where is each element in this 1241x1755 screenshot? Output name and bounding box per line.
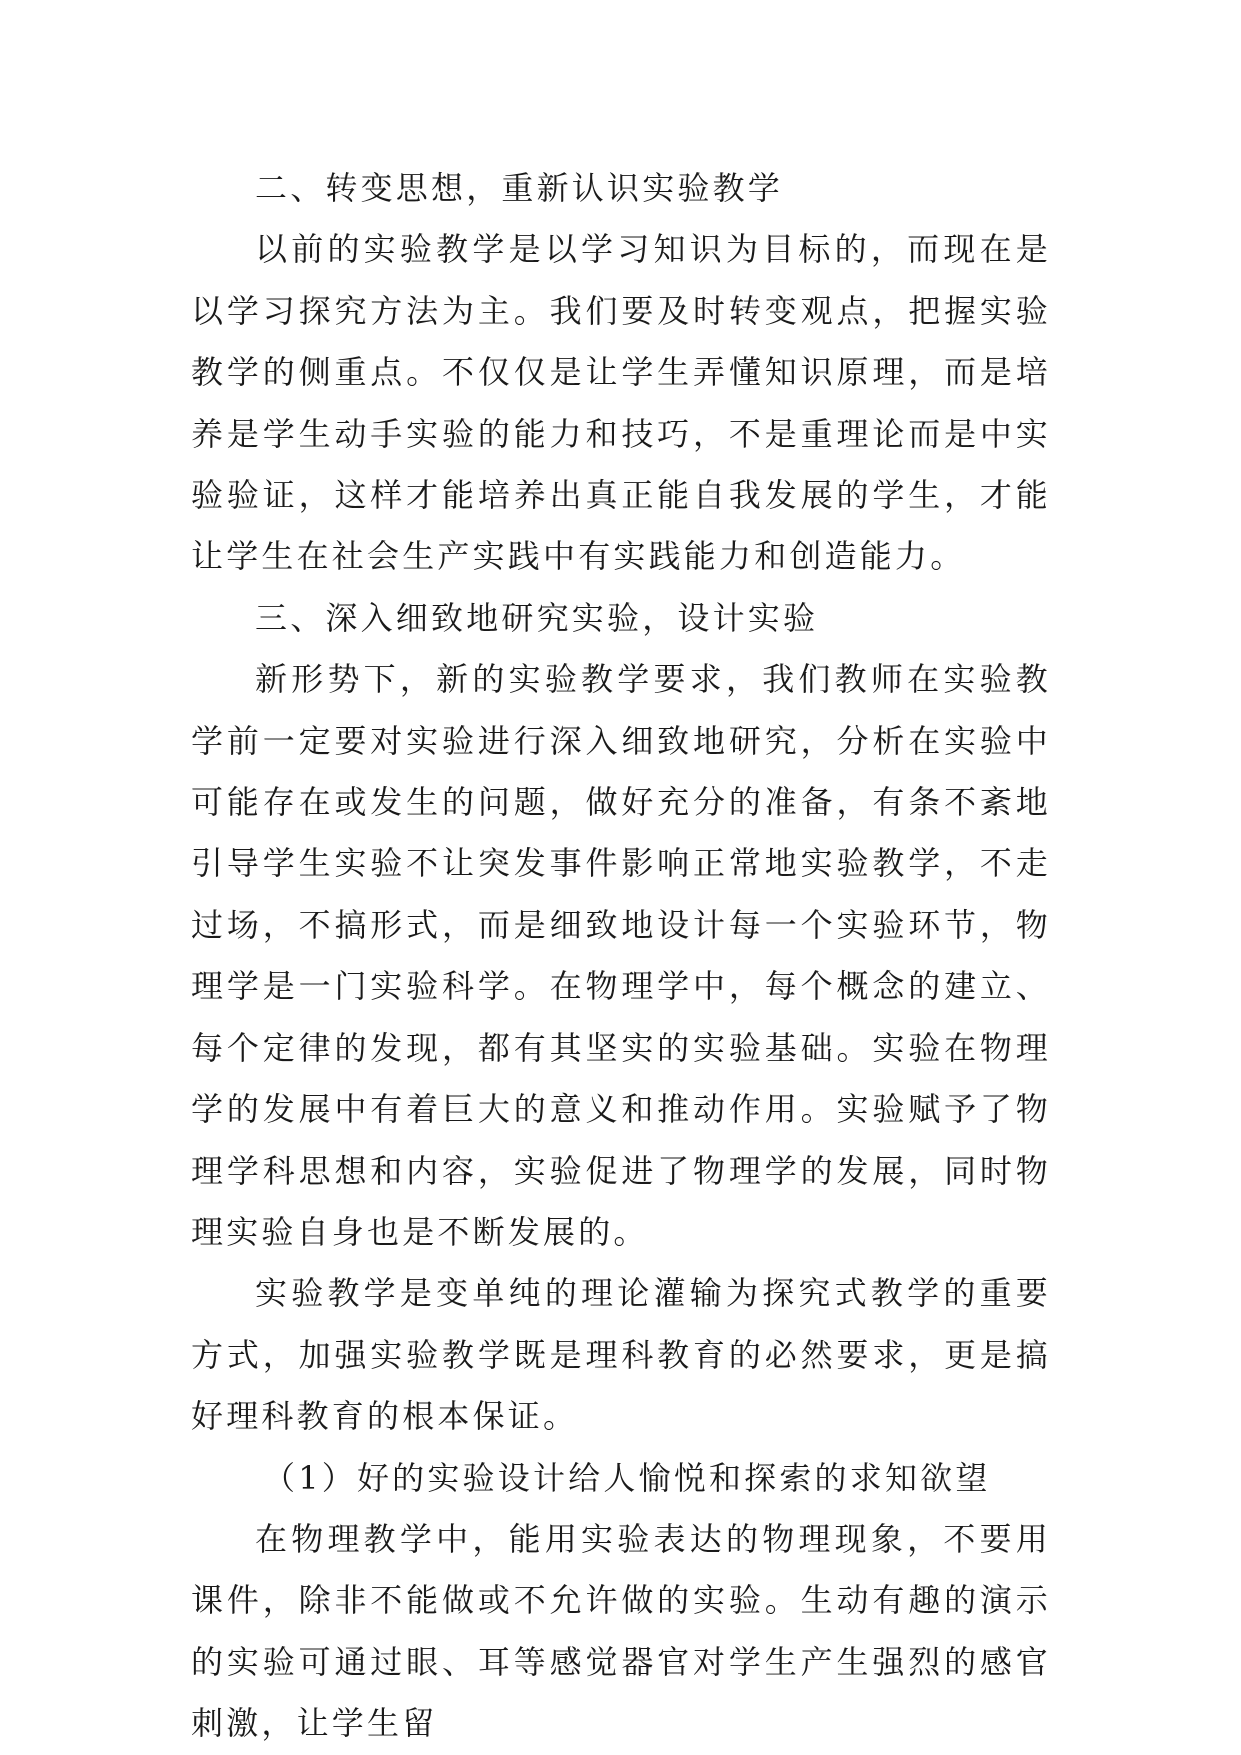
subsection-heading-1: （1）好的实验设计给人愉悦和探索的求知欲望	[263, 1458, 991, 1497]
paragraph: 新形势下，新的实验教学要求，我们教师在实验教学前一定要对实验进行深入细致地研究，分析在实验中可能存在或发生的问题，做好充分的准备，有条不紊地引导学生实验不让突发事件影响正常地实验教学，不走过场，不搞形式，而是细致地设计每一个实验环节，物理学是一门实验科学。在物理学中，每个概念的建立、每个定律的发现，都有其坚实的实验基础。实验在物理学的发展中有着巨大的意义和推动作用。实验赋予了物理学科思想和内容，实验促进了物理学的发展，同时物理实验自身也是不断发展的。	[191, 660, 1051, 1251]
section-heading-3: 三、深入细致地研究实验，设计实验	[255, 598, 819, 637]
paragraph: 以前的实验教学是以学习知识为目标的，而现在是以学习探究方法为主。我们要及时转变观点，把握实验教学的侧重点。不仅仅是让学生弄懂知识原理，而是培养是学生动手实验的能力和技巧，不是重理论而是中实验验证，这样才能培养出真正能自我发展的学生，才能让学生在社会生产实践中有实践能力和创造能力。	[191, 230, 1051, 576]
section-heading-2: 二、转变思想，重新认识实验教学	[255, 169, 784, 207]
document-body	[191, 158, 1051, 1755]
paragraph: 在物理教学中，能用实验表达的物理现象，不要用课件，除非不能做或不允许做的实验。生动有趣的演示的实验可通过眼、耳等感觉器官对学生产生强烈的感官刺激，让学生留	[191, 1519, 1051, 1743]
paragraph: 实验教学是变单纯的理论灌输为探究式教学的重要方式，加强实验教学既是理科教育的必然要求，更是搞好理科教育的根本保证。	[191, 1274, 1051, 1436]
